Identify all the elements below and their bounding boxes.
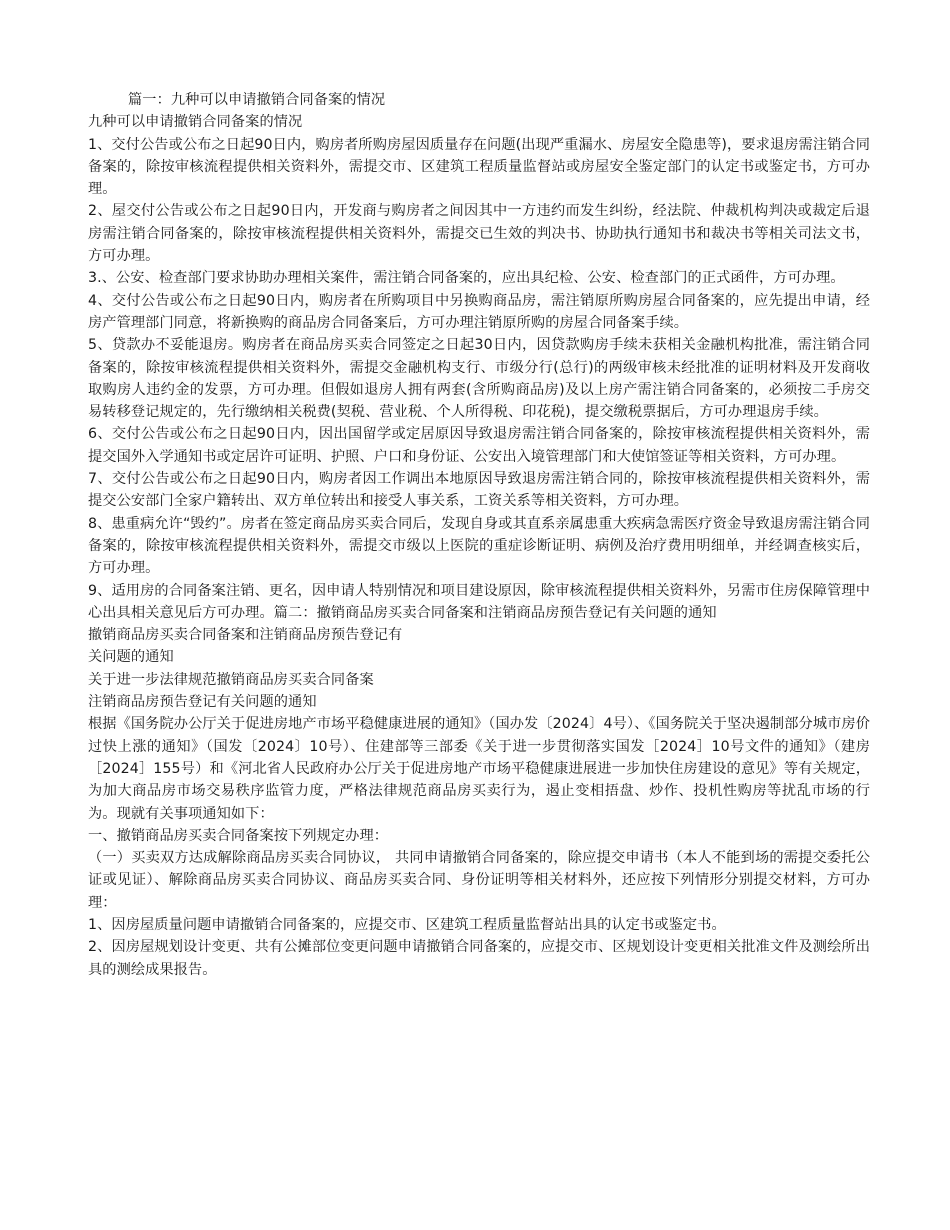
notice-item-1: 1、因房屋质量问题申请撤销合同备案的，应提交市、区建筑工程质量监督站出具的认定书或鉴定书。 [88,916,726,933]
paragraph-item-4: 4、交付公告或公布之日起90日内，购房者在所购项目中另换购商品房，需注销原所购房屋合同备案的，应先提出申请，经房产管理部门同意，将新换购的商品房合同备案后，方可办理注销原所购的房屋合同备案手续。 [88,292,870,331]
notice-title-line-2: 注销商品房预告登记有关问题的通知 [88,694,317,711]
paragraph-item-7: 7、交付公告或公布之日起90日内，购房者因工作调出本地原因导致退房需注销合同的，除按审核流程提供相关资料外，需提交公安部门全家户籍转出、双方单位转出和接受人事关系，工资关系等相关资料，方可办理。 [88,471,870,510]
notice-subsection-1: （一）买卖双方达成解除商品房买卖合同协议， 共同申请撤销合同备案的，除应提交申请书（本人不能到场的需提交委托公证或见证）、解除商品房买卖合同协议、商品房买卖合同、身份证明等相关材料外，还应按下列情形分别提交材料，方可办理： [88,850,870,911]
paragraph-item-8: 8、患重病允许“毁约”。房者在签定商品房买卖合同后，发现自身或其直系亲属患重大疾病急需医疗资金导致退房需注销合同备案的，除按审核流程提供相关资料外，需提交市级以上医院的重症诊断证明、病例及治疗费用明细单，并经调查核实后，方可办理。 [88,515,870,577]
section-heading-1: 篇一：九种可以申请撤销合同备案的情况 [128,92,386,108]
document-title-2-line-2: 关问题的通知 [88,649,174,666]
notice-preamble: 根据《国务院办公厅关于促进房地产市场平稳健康进展的通知》（国办发〔2024〕4号）、《国务院关于坚决遏制部分城市房价过快上涨的通知》（国发〔2024〕10号）、住建部等三部委《关于进一步贯彻落实国发［2024］10号文件的通知》（建房［2024］155号）和《河北省人民政府办公厅关于促进房地产市场平稳健康进展进一步加快住房建设的意见》等有关规定，为加大商品房市场交易秩序监管力度，严格法律规范商品房买卖行为，遏止变相捂盘、炒作、投机性购房等扰乱市场的行为。现就有关事项通知如下： [88,716,870,822]
notice-item-2: 2、因房屋规划设计变更、共有公摊部位变更问题申请撤销合同备案的，应提交市、区规划设计变更相关批准文件及测绘所出具的测绘成果报告。 [88,939,870,978]
paragraph-item-6: 6、交付公告或公布之日起90日内，因出国留学或定居原因导致退房需注销合同备案的，除按审核流程提供相关资料外，需提交国外入学通知书或定居许可证明、护照、户口和身份证、公安出入境管理部门和大使馆签证等相关资料，方可办理。 [88,426,870,465]
document-title-2-line-1: 撤销商品房买卖合同备案和注销商品房预告登记有 [88,627,403,644]
paragraph-item-9: 9、适用房的合同备案注销、更名，因申请人特别情况和项目建设原因，除审核流程提供相关资料外，另需市住房保障管理中心出具相关意见后方可办理。篇二：撤销商品房买卖合同备案和注销商品房预告登记有关问题的通知 [88,582,870,621]
paragraph-item-2: 2、屋交付公告或公布之日起90日内，开发商与购房者之间因其中一方违约而发生纠纷，经法院、仲裁机构判决或裁定后退房需注销合同备案的，除按审核流程提供相关资料外，需提交已生效的判决书、协助执行通知书和裁决书等相关司法文书，方可办理。 [88,203,870,265]
notice-section-1-heading: 一、撤销商品房买卖合同备案按下列规定办理： [88,827,389,844]
paragraph-item-5: 5、贷款办不妥能退房。购房者在商品房买卖合同签定之日起30日内，因贷款购房手续未获相关金融机构批准，需注销合同备案的，除按审核流程提供相关资料外，需提交金融机构支行、市级分行(总行)的两级审核未经批准的证明材料及开发商收取购房人违约金的发票，方可办理。但假如退房人拥有两套(含所购商品房)及以上房产需注销合同备案的，必须按二手房交易转移登记规定的，先行缴纳相关税费(契税、营业税、个人所得税、印花税)，提交缴税票据后，方可办理退房手续。 [88,337,870,421]
paragraph-item-3: 3.、公安、检查部门要求协助办理相关案件，需注销合同备案的，应出具纪检、公安、检查部门的正式函件，方可办理。 [88,270,845,287]
document-body [88,89,870,981]
paragraph-item-1: 1、交付公告或公布之日起90日内，购房者所购房屋因质量存在问题(出现严重漏水、房屋安全隐患等)，要求退房需注销合同备案的，除按审核流程提供相关资料外，需提交市、区建筑工程质量监督站或房屋安全鉴定部门的认定书或鉴定书，方可办理。 [88,136,870,198]
document-title-1: 九种可以申请撤销合同备案的情况 [88,114,303,131]
notice-title-line-1: 关于进一步法律规范撤销商品房买卖合同备案 [88,671,374,688]
